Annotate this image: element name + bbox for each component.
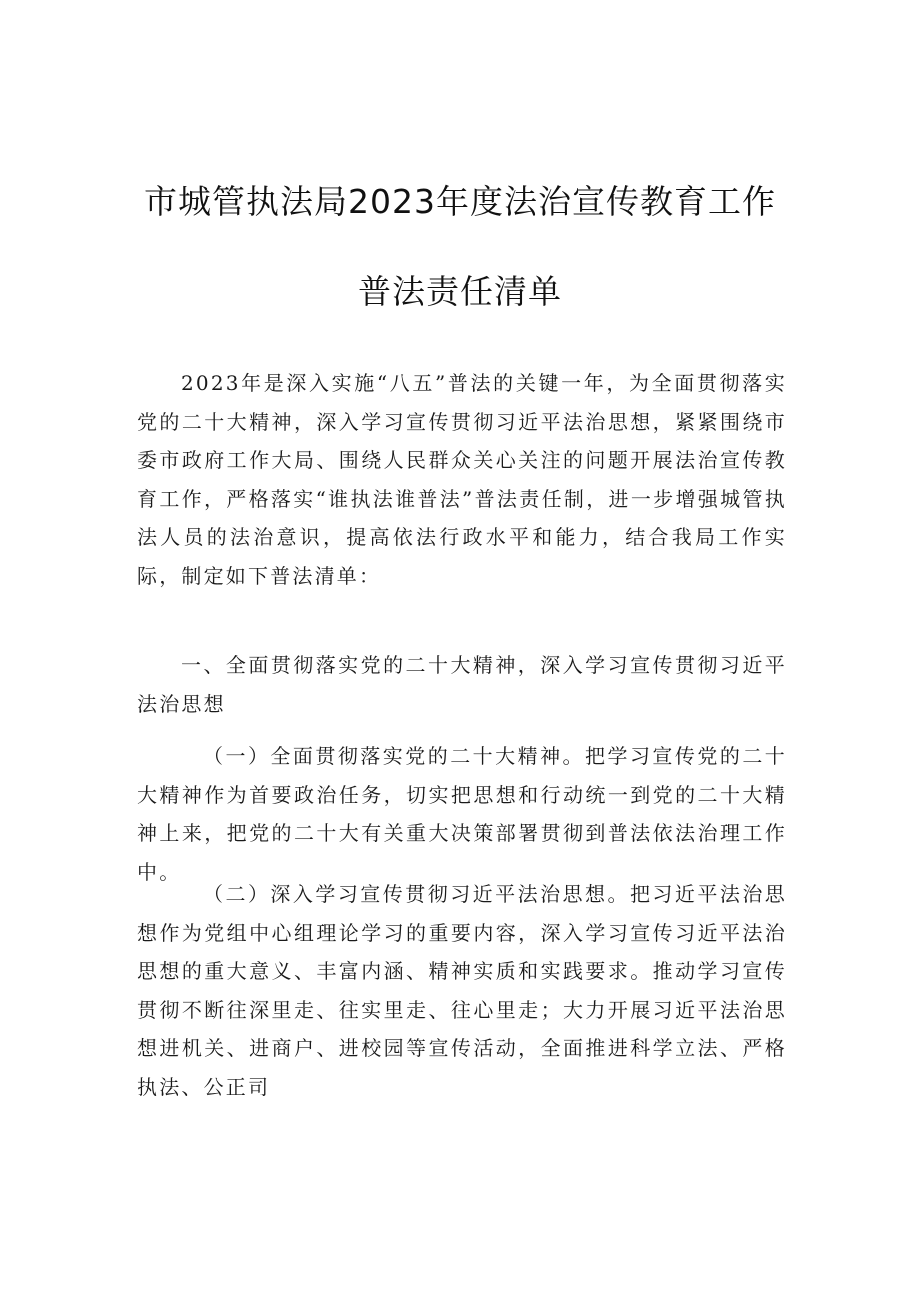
- document-title-line-2: 普法责任清单: [358, 272, 562, 311]
- section-1-heading: 一、全面贯彻落实党的二十大精神，深入学习宣传贯彻习近平法治思想: [137, 653, 787, 716]
- subsection-1-paragraph: （一）全面贯彻落实党的二十大精神。把学习宣传党的二十大精神作为首要政治任务，切实把思想和行动统一到党的二十大精神上来，把党的二十大有关重大决策部署贯彻到普法依法治理工作中。: [137, 744, 787, 884]
- document-title-line-1: 市城管执法局2023年度法治宣传教育工作: [144, 182, 776, 221]
- subsection-2-paragraph: （二）深入学习宣传贯彻习近平法治思想。把习近平法治思想作为党组中心组理论学习的重要内容，深入学习宣传习近平法治思想的重大意义、丰富内涵、精神实质和实践要求。推动学习宣传贯彻不断往深里走、往实里走、往心里走；大力开展习近平法治思想进机关、进商户、进校园等宣传活动，全面推进科学立法、严格执法、公正司: [137, 882, 787, 1099]
- intro-paragraph: 2023年是深入实施“八五”普法的关键一年，为全面贯彻落实党的二十大精神，深入学习宣传贯彻习近平法治思想，紧紧围绕市委市政府工作大局、围绕人民群众关心关注的问题开展法治宣传教育工作，严格落实“谁执法谁普法”普法责任制，进一步增强城管执法人员的法治意识，提高依法行政水平和能力，结合我局工作实际，制定如下普法清单：: [137, 371, 787, 588]
